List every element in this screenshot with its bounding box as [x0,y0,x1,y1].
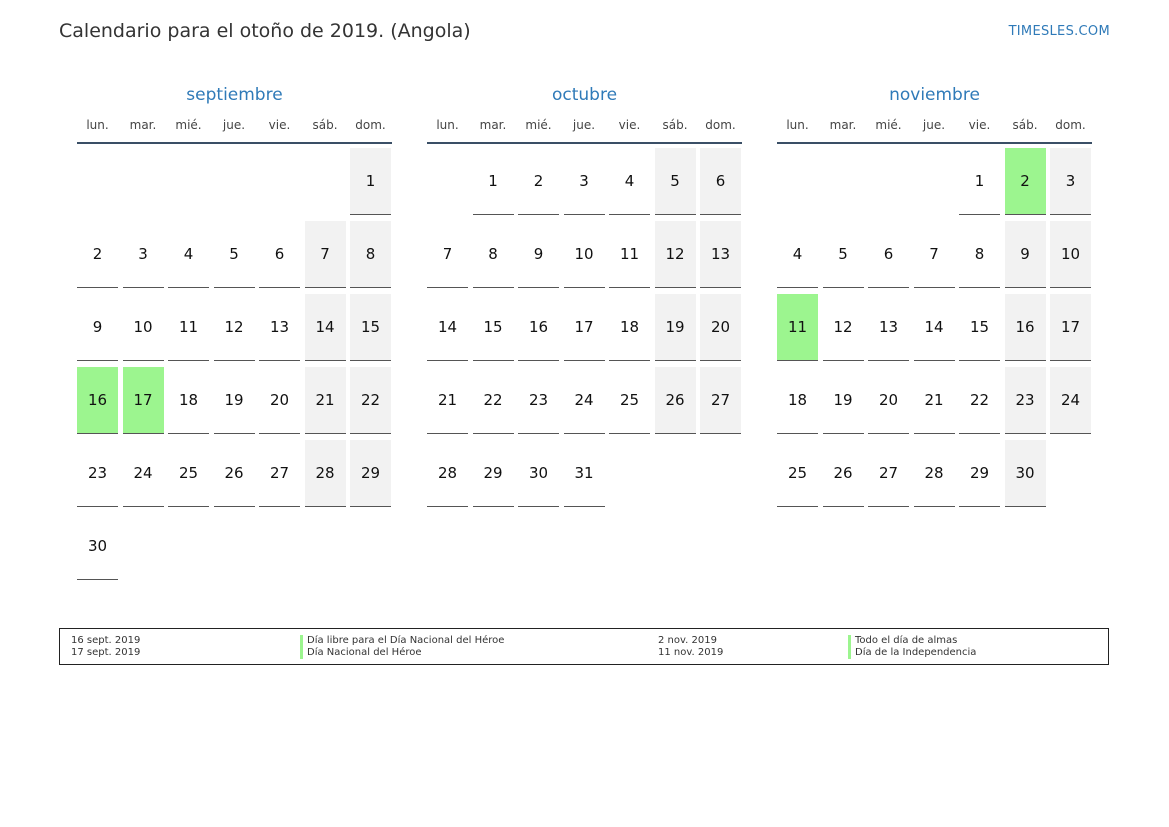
day-cell[interactable]: 23 [77,440,118,507]
day-cell[interactable]: 20 [700,294,741,361]
day-cell[interactable]: 25 [168,440,209,507]
day-cell[interactable]: 14 [427,294,468,361]
day-cell[interactable]: 1 [959,148,1000,215]
weekday-label: vie. [968,118,991,132]
day-cell[interactable]: 5 [823,221,864,288]
legend-holiday-name: Día de la Independencia [848,647,976,659]
day-cell-holiday[interactable]: 17 [123,367,164,434]
day-cell[interactable]: 7 [914,221,955,288]
day-cell[interactable]: 15 [350,294,391,361]
legend-holiday-name: Todo el día de almas [848,635,957,647]
legend-item [71,635,571,647]
day-cell-holiday[interactable]: 2 [1005,148,1046,215]
day-cell[interactable]: 1 [473,148,514,215]
day-cell[interactable]: 18 [609,294,650,361]
day-cell[interactable]: 24 [564,367,605,434]
day-cell[interactable]: 18 [777,367,818,434]
header-divider [77,142,392,144]
weekday-label: dom. [705,118,736,132]
weekday-label: lun. [786,118,809,132]
day-cell[interactable]: 26 [823,440,864,507]
day-cell[interactable]: 18 [168,367,209,434]
header-divider [777,142,1092,144]
day-cell-holiday[interactable]: 16 [77,367,118,434]
day-cell[interactable]: 20 [868,367,909,434]
page-title: Calendario para el otoño de 2019. (Angola) [59,20,471,42]
month-1 [427,84,742,482]
day-cell[interactable]: 22 [473,367,514,434]
day-cell[interactable]: 30 [1005,440,1046,507]
day-cell[interactable]: 5 [214,221,255,288]
day-cell[interactable]: 16 [1005,294,1046,361]
weekday-label: lun. [86,118,109,132]
day-cell[interactable]: 7 [427,221,468,288]
day-cell[interactable]: 3 [564,148,605,215]
legend-date: 16 sept. 2019 [71,635,141,646]
day-cell[interactable]: 30 [77,513,118,580]
legend-item [658,647,1098,659]
legend-item [658,635,1098,647]
legend-item [71,647,571,659]
weekday-label: mar. [479,118,507,132]
day-cell[interactable]: 16 [518,294,559,361]
day-cell[interactable]: 9 [518,221,559,288]
day-cell[interactable]: 4 [777,221,818,288]
day-cell[interactable]: 10 [564,221,605,288]
day-cell[interactable]: 22 [959,367,1000,434]
day-cell[interactable]: 3 [1050,148,1091,215]
day-cell[interactable]: 24 [123,440,164,507]
days-grid [77,148,392,588]
weekday-label: mar. [829,118,857,132]
weekday-label: sáb. [312,118,338,132]
weekday-label: mar. [129,118,157,132]
day-cell[interactable]: 25 [777,440,818,507]
day-cell[interactable]: 10 [1050,221,1091,288]
day-cell[interactable]: 24 [1050,367,1091,434]
day-cell[interactable]: 23 [1005,367,1046,434]
weekday-label: jue. [572,118,596,132]
day-cell[interactable]: 10 [123,294,164,361]
day-cell[interactable]: 12 [214,294,255,361]
legend-holiday-name: Día libre para el Día Nacional del Héroe [300,635,504,647]
weekday-header [77,118,392,134]
day-cell[interactable]: 25 [609,367,650,434]
day-cell[interactable]: 29 [350,440,391,507]
day-cell[interactable]: 15 [473,294,514,361]
weekday-label: dom. [355,118,386,132]
weekday-header [427,118,742,134]
weekday-label: mié. [525,118,552,132]
day-cell[interactable]: 6 [700,148,741,215]
day-cell[interactable]: 19 [655,294,696,361]
day-cell[interactable]: 17 [564,294,605,361]
day-cell[interactable]: 8 [959,221,1000,288]
header-divider [427,142,742,144]
day-cell[interactable]: 28 [427,440,468,507]
day-cell[interactable]: 13 [868,294,909,361]
day-cell[interactable]: 17 [1050,294,1091,361]
day-cell[interactable]: 31 [564,440,605,507]
day-cell[interactable]: 13 [700,221,741,288]
weekday-label: jue. [222,118,246,132]
weekday-label: vie. [618,118,641,132]
day-cell[interactable]: 26 [655,367,696,434]
weekday-label: jue. [922,118,946,132]
day-cell[interactable]: 11 [168,294,209,361]
day-cell[interactable]: 27 [259,440,300,507]
day-cell[interactable]: 27 [868,440,909,507]
legend-date: 17 sept. 2019 [71,647,141,658]
holiday-legend [59,628,1109,665]
month-name: octubre [551,85,618,105]
legend-date: 2 nov. 2019 [658,635,717,646]
day-cell[interactable]: 14 [305,294,346,361]
month-name: noviembre [889,85,980,105]
day-cell[interactable]: 6 [868,221,909,288]
day-cell[interactable]: 11 [609,221,650,288]
day-cell[interactable]: 5 [655,148,696,215]
month-name: septiembre [186,85,283,105]
day-cell[interactable]: 21 [914,367,955,434]
day-cell[interactable]: 28 [305,440,346,507]
weekday-label: sáb. [1012,118,1038,132]
days-grid [427,148,742,588]
day-cell[interactable]: 23 [518,367,559,434]
day-cell[interactable]: 29 [473,440,514,507]
weekday-label: vie. [268,118,291,132]
day-cell[interactable]: 26 [214,440,255,507]
day-cell[interactable]: 2 [77,221,118,288]
day-cell[interactable]: 12 [655,221,696,288]
day-cell[interactable]: 1 [350,148,391,215]
weekday-label: sáb. [662,118,688,132]
day-cell[interactable]: 21 [427,367,468,434]
legend-holiday-name: Día Nacional del Héroe [300,647,422,659]
day-cell[interactable]: 30 [518,440,559,507]
weekday-header [777,118,1092,134]
day-cell[interactable]: 7 [305,221,346,288]
day-cell-holiday[interactable]: 11 [777,294,818,361]
legend-date: 11 nov. 2019 [658,647,724,658]
day-cell[interactable]: 29 [959,440,1000,507]
weekday-label: mié. [175,118,202,132]
day-cell[interactable]: 8 [473,221,514,288]
day-cell[interactable]: 9 [77,294,118,361]
day-cell[interactable]: 4 [168,221,209,288]
day-cell[interactable]: 6 [259,221,300,288]
month-0 [77,84,392,555]
day-cell[interactable]: 4 [609,148,650,215]
day-cell[interactable]: 21 [305,367,346,434]
day-cell[interactable]: 27 [700,367,741,434]
day-cell[interactable]: 2 [518,148,559,215]
day-cell[interactable]: 12 [823,294,864,361]
brand-link[interactable]: TIMESLES.COM [1008,24,1110,39]
day-cell[interactable]: 15 [959,294,1000,361]
day-cell[interactable]: 28 [914,440,955,507]
day-cell[interactable]: 9 [1005,221,1046,288]
day-cell[interactable]: 20 [259,367,300,434]
days-grid [777,148,1092,588]
day-cell[interactable]: 19 [214,367,255,434]
day-cell[interactable]: 8 [350,221,391,288]
day-cell[interactable]: 3 [123,221,164,288]
day-cell[interactable]: 14 [914,294,955,361]
day-cell[interactable]: 22 [350,367,391,434]
weekday-label: dom. [1055,118,1086,132]
month-2 [777,84,1092,482]
weekday-label: mié. [875,118,902,132]
weekday-label: lun. [436,118,459,132]
day-cell[interactable]: 19 [823,367,864,434]
day-cell[interactable]: 13 [259,294,300,361]
